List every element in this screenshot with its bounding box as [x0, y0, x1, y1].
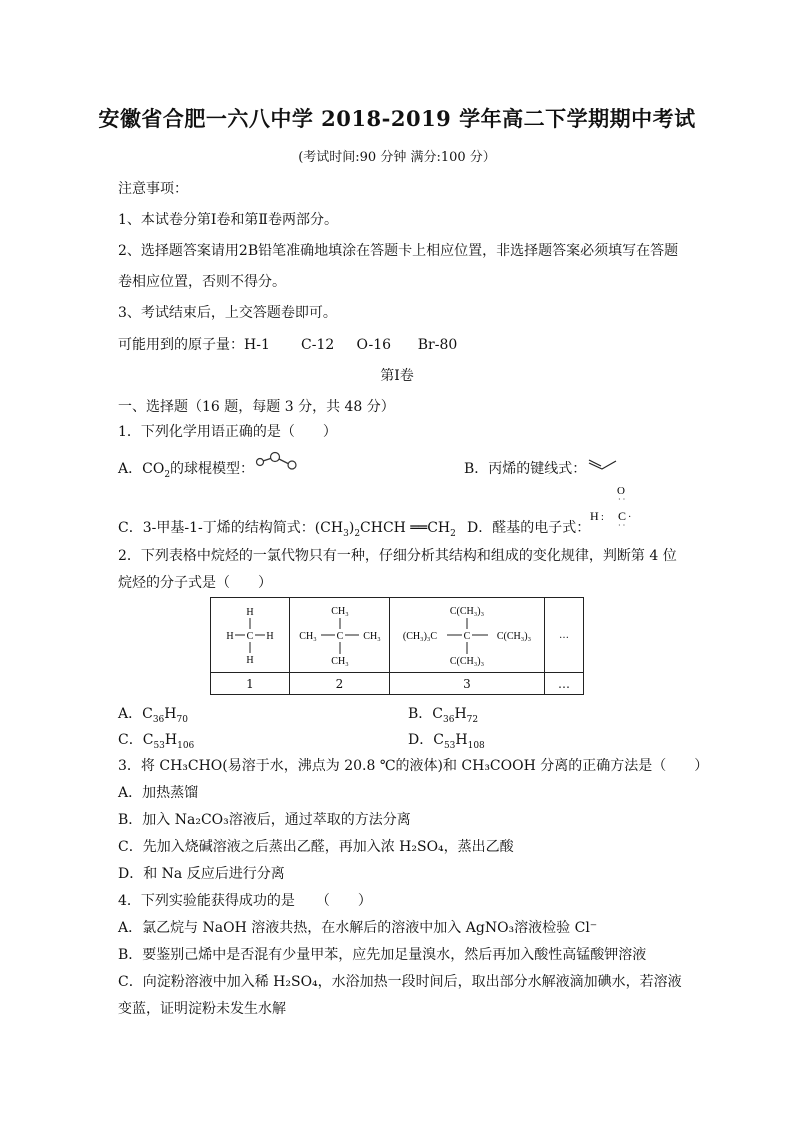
q2-option-c	[118, 729, 194, 751]
q2-stem-line-2: 烷烃的分子式是（ ）	[118, 575, 272, 591]
q3-option-b: B．加入 Na₂CO₃溶液后，通过萃取的方法分离	[118, 812, 411, 828]
q2-option-c-h: H	[164, 732, 178, 748]
q2-option-b	[408, 703, 478, 725]
table-ellipsis-top: …	[545, 598, 584, 673]
svg-text:CH₃: CH₃	[298, 631, 317, 642]
svg-text:C(CH₃)₃: C(CH₃)₃	[449, 656, 485, 667]
q2-option-a	[118, 703, 188, 725]
q3-stem: 3．将 CH₃CHO(易溶于水，沸点为 20.8 ℃的液体)和 CH₃COOH 分离的正确方法是（ ）	[118, 758, 709, 774]
table-cell-1: 1	[211, 673, 290, 695]
note-3: 3、考试结束后，上交答题卷即可。	[118, 305, 337, 321]
svg-text:H: H	[226, 631, 234, 642]
q2-option-a-sub1: 36	[152, 714, 165, 725]
atomic-masses: 可能用到的原子量：H-1 C-12 O-16 Br-80	[118, 337, 458, 353]
volume-label: 第Ⅰ卷	[380, 368, 414, 384]
q1-stem: 1．下列化学用语正确的是（ ）	[118, 424, 337, 440]
q4-option-b: B．要鉴别己烯中是否混有少量甲苯，应先加足量溴水，然后再加入酸性高锰酸钾溶液	[118, 947, 647, 963]
svg-text:C: C	[618, 509, 627, 523]
svg-text:C: C	[246, 631, 254, 642]
svg-text:H: H	[590, 509, 599, 523]
svg-text:H: H	[246, 607, 254, 618]
svg-text:· ·: · ·	[618, 521, 626, 530]
svg-text:C(CH₃)₃: C(CH₃)₃	[496, 631, 532, 642]
section-heading: 一、选择题（16 题，每题 3 分，共 48 分）	[118, 399, 395, 415]
q2-option-d	[408, 729, 485, 751]
q4-option-c-line-1: C．向淀粉溶液中加入稀 H₂SO₄，水浴加热一段时间后，取出部分水解液滴加碘水，若溶液	[118, 974, 682, 990]
q2-option-b-text: B．C	[408, 706, 443, 722]
table-cell-3: 3	[390, 673, 545, 695]
svg-text:H: H	[246, 655, 254, 666]
svg-text:CH₃: CH₃	[362, 631, 381, 642]
q2-option-c-sub2: 106	[177, 740, 195, 751]
q3-option-c: C．先加入烧碱溶液之后蒸出乙醛，再加入浓 H₂SO₄，蒸出乙酸	[118, 839, 514, 855]
table-cell-4: …	[545, 673, 584, 695]
q1-option-a: A．$CO_2$的球棍模型：	[118, 461, 255, 480]
table-cell-2: 2	[290, 673, 390, 695]
svg-text::: :	[601, 512, 604, 523]
q2-option-b-h: H	[454, 706, 467, 722]
neopentane-structure	[290, 598, 390, 673]
q2-option-a-text: A．C	[118, 706, 153, 722]
svg-text:CH₃: CH₃	[330, 656, 349, 667]
q4-stem: 4．下列实验能获得成功的是 （ ）	[118, 893, 372, 909]
q1-option-c-text2: )	[348, 520, 355, 536]
note-1: 1、本试卷分第Ⅰ卷和第Ⅱ卷两部分。	[118, 212, 338, 228]
q4-option-a: A．氯乙烷与 NaOH 溶液共热，在水解后的溶液中加入 AgNO₃溶液检验 Cl⁻	[118, 920, 598, 936]
q2-option-d-sub1: 53	[443, 740, 456, 751]
svg-text:C: C	[463, 631, 471, 642]
q1-option-c-text: C．3-甲基-1-丁烯的结构简式：(CH	[118, 520, 344, 536]
q4-option-c-line-2: 变蓝，证明淀粉未发生水解	[118, 1001, 286, 1017]
propene-skeletal-formula	[588, 458, 618, 472]
q1-option-a-text2: 的球棍模型：	[170, 461, 255, 477]
q2-option-d-text: D．C	[408, 732, 444, 748]
q1-option-c: C．3-甲基-1-丁烯的结构简式：$(CH_3)_2CHCH$ $══CH_2$	[118, 520, 456, 539]
svg-text:·: ·	[628, 512, 632, 523]
q3-option-a: A．加热蒸馏	[118, 785, 199, 801]
q1-option-d: D．醛基的电子式：	[467, 520, 591, 536]
svg-text:· ·: · ·	[618, 495, 626, 504]
svg-text:C: C	[336, 631, 343, 642]
aldehyde-electron-formula	[588, 483, 640, 529]
q1-option-c-text3: CHCH ══CH	[360, 520, 451, 536]
note-2-line-1: 2、选择题答案请用2B铅笔准确地填涂在答题卡上相应位置，非选择题答案必须填写在答题	[118, 243, 679, 259]
svg-text:O: O	[617, 485, 625, 497]
note-2-line-2: 卷相应位置，否则不得分。	[118, 274, 286, 290]
q2-option-d-sub2: 108	[467, 740, 485, 751]
q2-option-d-h: H	[455, 732, 468, 748]
co2-ball-stick-model	[255, 452, 299, 472]
q2-option-b-sub2: 72	[466, 714, 479, 725]
q2-stem-line-1: 2．下列表格中烷烃的一氯代物只有一种，仔细分析其结构和组成的变化规律，判断第 4 位	[118, 548, 677, 564]
svg-text:C(CH₃)₃: C(CH₃)₃	[449, 606, 485, 617]
q3-option-d: D．和 Na 反应后进行分离	[118, 866, 285, 882]
notes-heading: 注意事项：	[118, 181, 188, 197]
alkane-table	[210, 597, 584, 695]
exam-title: 安徽省合肥一六八中学 2018-2019 学年高二下学期期中考试	[98, 106, 696, 131]
svg-text:CH₃: CH₃	[330, 606, 349, 617]
q1-option-b: B．丙烯的键线式：	[464, 461, 587, 477]
q2-option-c-text: C．C	[118, 732, 154, 748]
q2-option-c-sub1: 53	[153, 740, 165, 751]
q1-option-a-text: A．CO	[118, 461, 165, 477]
third-alkane-structure	[390, 598, 545, 673]
svg-text:H: H	[266, 631, 274, 642]
q2-option-b-sub1: 36	[443, 714, 455, 725]
exam-subtitle: (考试时间:90 分钟 满分:100 分）	[298, 150, 496, 165]
methane-structure	[211, 598, 290, 673]
svg-text:(CH₃)₃C: (CH₃)₃C	[402, 631, 438, 642]
q2-option-a-sub2: 70	[176, 714, 188, 725]
q2-option-a-h: H	[164, 706, 177, 722]
